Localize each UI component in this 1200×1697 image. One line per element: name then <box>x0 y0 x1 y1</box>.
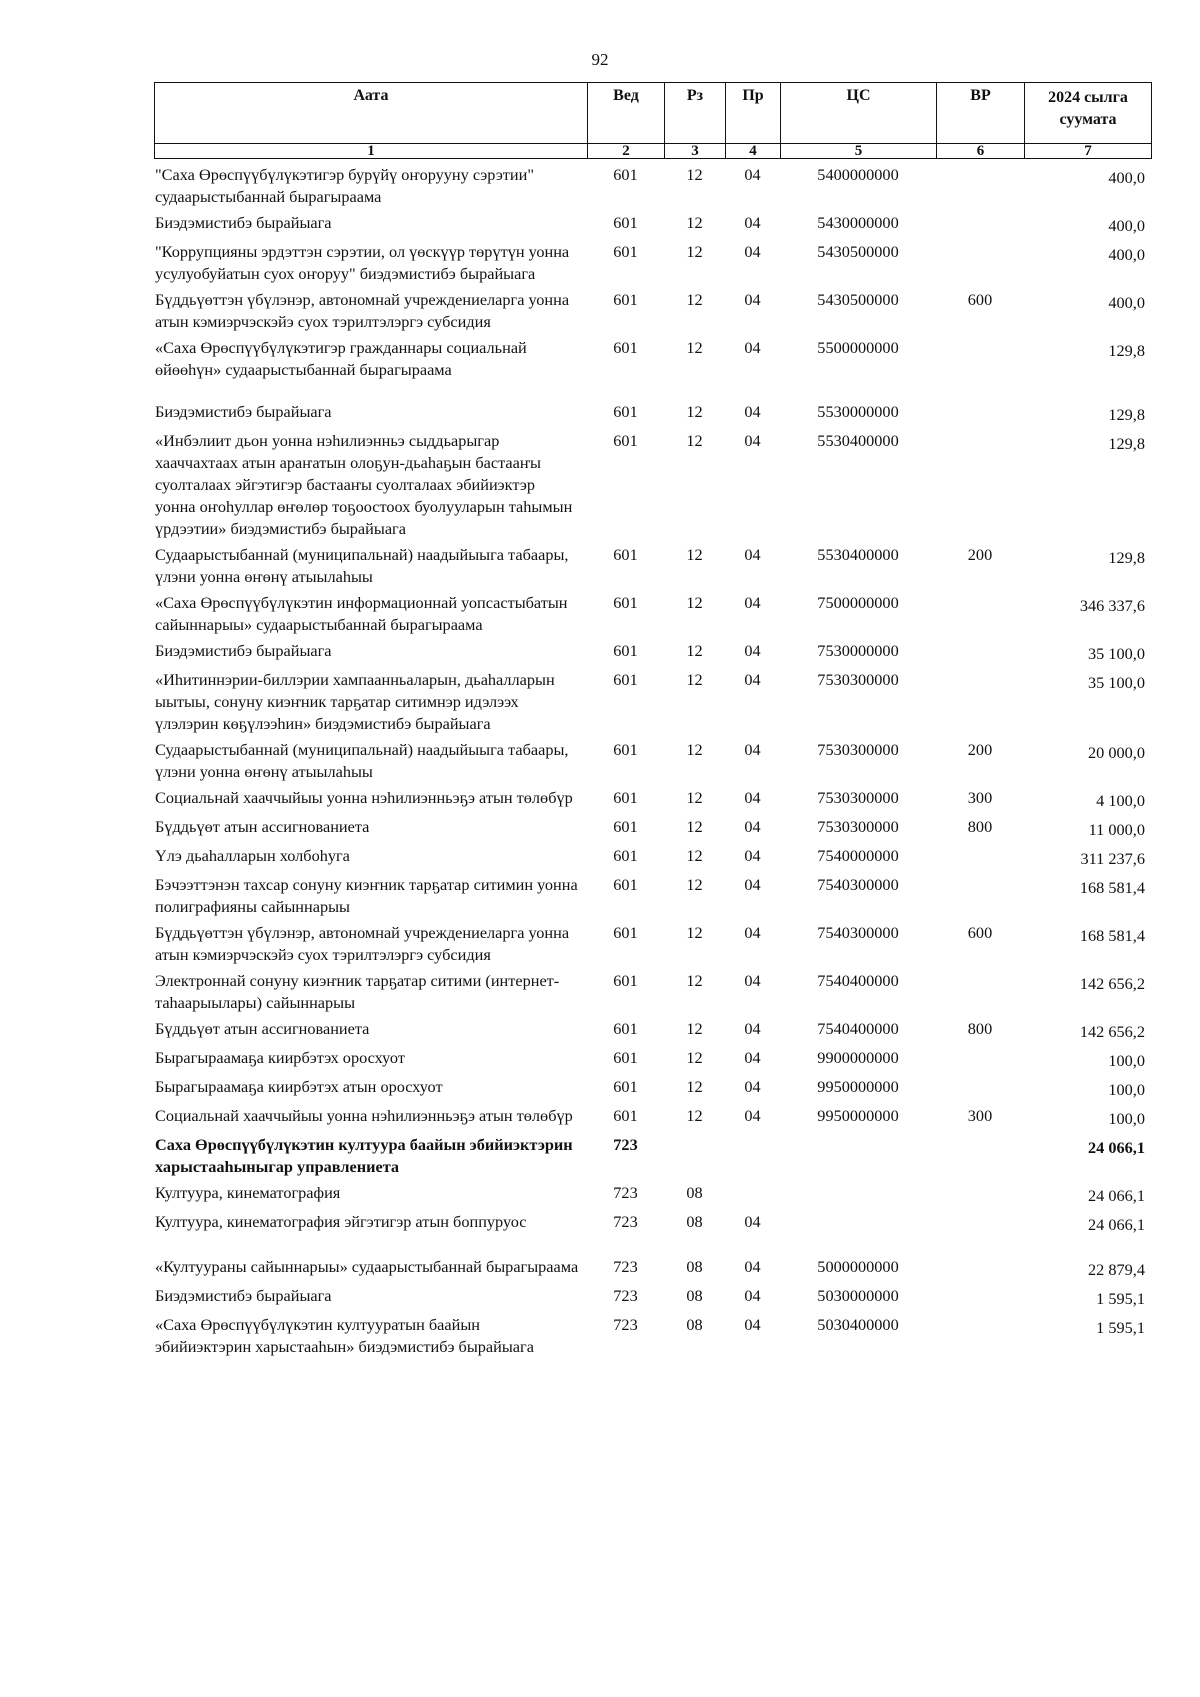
row-ved: 601 <box>613 593 638 612</box>
row-vr <box>936 337 1024 401</box>
header-num: 4 <box>726 144 781 159</box>
row-rz: 12 <box>686 1106 703 1125</box>
row-sum: 35 100,0 <box>1088 673 1145 692</box>
row-pr: 04 <box>744 1257 761 1276</box>
row-ved: 601 <box>613 545 638 564</box>
row-ved: 601 <box>613 1048 638 1067</box>
table-row <box>154 1018 1151 1047</box>
header-num: 5 <box>781 144 937 159</box>
table-row <box>154 845 1151 874</box>
row-sum: 129,8 <box>1108 405 1145 424</box>
row-pr: 04 <box>744 817 761 836</box>
row-vr: 600 <box>967 923 993 942</box>
row-name: «Инбэлиит дьон уонна нэһилиэнньэ сыддьарыгар хааччахтаах атын араҥатын олоҕун-дьаһаҕын бастааҥы суолталаах эйгэтигэр бастааҥы суолталаах эбийиэктэр уонна оҥоһуллар өҥөлөр тоҕоостоох буолууларын таһымын үрдээтии» биэдэмистибэ бырайыага <box>155 431 573 538</box>
row-rz: 12 <box>686 165 703 184</box>
row-vr: 800 <box>967 817 993 836</box>
row-rz: 12 <box>686 670 703 689</box>
row-name: Биэдэмистибэ бырайыага <box>155 213 332 232</box>
table-row <box>154 592 1151 640</box>
row-ved: 601 <box>613 1077 638 1096</box>
row-ved: 601 <box>613 817 638 836</box>
row-rz: 12 <box>686 431 703 450</box>
row-vr: 800 <box>967 1019 993 1038</box>
header-num: 6 <box>937 144 1025 159</box>
row-rz: 12 <box>686 846 703 865</box>
row-ved: 601 <box>613 846 638 865</box>
row-pr: 04 <box>744 545 761 564</box>
row-ved: 601 <box>613 971 638 990</box>
row-rz: 12 <box>686 641 703 660</box>
row-name: Бүддьүөт атын ассигнованиета <box>155 817 370 836</box>
row-sum: 100,0 <box>1108 1109 1145 1128</box>
row-name: «Култуураны сайыннарыы» судаарыстыбаннай бырагыраама <box>155 1257 579 1276</box>
row-pr: 04 <box>744 1077 761 1096</box>
row-sum: 100,0 <box>1108 1051 1145 1070</box>
table-row <box>154 1105 1151 1134</box>
row-pr: 04 <box>744 740 761 759</box>
row-sum: 142 656,2 <box>1079 1022 1145 1041</box>
row-rz: 12 <box>686 740 703 759</box>
row-cs <box>780 1211 936 1256</box>
row-rz: 12 <box>686 213 703 232</box>
row-pr: 04 <box>744 788 761 807</box>
row-rz: 12 <box>686 290 703 309</box>
row-ved: 601 <box>613 740 638 759</box>
budget-table <box>154 164 1151 1362</box>
row-vr <box>936 970 1024 1018</box>
row-sum: 11 000,0 <box>1088 820 1145 839</box>
row-ved: 723 <box>613 1315 638 1334</box>
row-cs: 5530400000 <box>817 545 899 564</box>
table-row <box>154 401 1151 430</box>
row-cs: 5430500000 <box>817 290 899 309</box>
row-cs: 7530300000 <box>817 788 899 807</box>
row-ved: 601 <box>613 1019 638 1038</box>
row-cs: 7540000000 <box>817 846 899 865</box>
row-pr: 04 <box>744 1048 761 1067</box>
table-row <box>154 1256 1151 1285</box>
row-cs: 7540300000 <box>817 875 899 894</box>
row-pr: 04 <box>744 1019 761 1038</box>
row-sum: 168 581,4 <box>1079 878 1145 897</box>
row-rz: 12 <box>686 788 703 807</box>
row-cs: 5400000000 <box>817 165 899 184</box>
row-ved: 601 <box>613 402 638 421</box>
header-num: 7 <box>1025 144 1152 159</box>
row-rz: 12 <box>686 1077 703 1096</box>
table-row <box>154 922 1151 970</box>
row-sum: 142 656,2 <box>1079 974 1145 993</box>
row-pr: 04 <box>744 670 761 689</box>
row-cs: 5530400000 <box>817 431 899 450</box>
row-name: Бүддьүөттэн үбүлэнэр, автономнай учреждениеларга уонна атын кэмиэрчэскэйэ суох тэрилтэлэргэ субсидия <box>155 923 570 964</box>
table-row <box>154 212 1151 241</box>
row-rz: 12 <box>686 875 703 894</box>
row-cs: 5000000000 <box>817 1257 899 1276</box>
row-sum: 311 237,6 <box>1080 849 1145 868</box>
row-ved: 601 <box>613 242 638 261</box>
row-sum: 129,8 <box>1108 341 1145 360</box>
row-sum: 24 066,1 <box>1088 1215 1145 1234</box>
table-row <box>154 544 1151 592</box>
row-name: Бүддьүөттэн үбүлэнэр, автономнай учреждениеларга уонна атын кэмиэрчэскэйэ суох тэрилтэлэргэ субсидия <box>155 290 570 331</box>
row-sum: 400,0 <box>1108 216 1145 235</box>
table-row <box>154 1134 1151 1182</box>
row-rz: 08 <box>686 1183 703 1202</box>
row-pr: 04 <box>744 402 761 421</box>
table-row <box>154 669 1151 739</box>
table-header <box>154 82 1152 159</box>
table-row <box>154 1076 1151 1105</box>
row-name: Социальнай хааччыйыы уонна нэһилиэнньэҕэ атын төлөбүр <box>155 1106 573 1125</box>
row-name: «Саха Өрөспүүбүлүкэтин култууратын баайын эбийиэктэрин харыстааһын» биэдэмистибэ бырайыага <box>155 1315 534 1356</box>
page-number: 92 <box>591 50 609 69</box>
row-ved: 723 <box>613 1257 638 1276</box>
row-rz: 12 <box>686 817 703 836</box>
row-rz: 12 <box>686 923 703 942</box>
row-pr: 04 <box>744 875 761 894</box>
row-cs: 7530300000 <box>817 817 899 836</box>
row-rz: 12 <box>686 971 703 990</box>
row-rz: 12 <box>686 242 703 261</box>
table-row <box>154 739 1151 787</box>
row-rz: 12 <box>686 402 703 421</box>
table-row <box>154 874 1151 922</box>
row-cs: 7500000000 <box>817 593 899 612</box>
row-sum: 129,8 <box>1108 548 1145 567</box>
row-ved: 723 <box>613 1212 638 1231</box>
row-vr: 300 <box>967 788 993 807</box>
row-rz <box>664 1134 725 1182</box>
header-ved: Вед <box>588 83 665 144</box>
row-ved: 601 <box>613 670 638 689</box>
header-cs: ЦС <box>781 83 937 144</box>
row-pr: 04 <box>744 1212 761 1231</box>
row-cs: 5030400000 <box>817 1315 899 1334</box>
row-vr <box>936 241 1024 289</box>
row-cs: 9950000000 <box>817 1077 899 1096</box>
row-vr: 200 <box>967 545 993 564</box>
row-cs: 7530300000 <box>817 670 899 689</box>
row-name: Култуура, кинематография <box>155 1183 341 1202</box>
row-name: Биэдэмистибэ бырайыага <box>155 402 332 421</box>
row-pr: 04 <box>744 593 761 612</box>
header-pr: Пр <box>726 83 781 144</box>
header-num: 1 <box>155 144 588 159</box>
row-sum: 4 100,0 <box>1096 791 1145 810</box>
row-name: "Саха Өрөспүүбүлүкэтигэр бурүйү оҥорууну сэрэтии" судаарыстыбаннай бырагыраама <box>155 165 534 206</box>
row-name: Бүддьүөт атын ассигнованиета <box>155 1019 370 1038</box>
row-rz: 12 <box>686 338 703 357</box>
row-vr <box>936 1182 1024 1211</box>
table-row <box>154 241 1151 289</box>
row-vr <box>936 1256 1024 1285</box>
table-row <box>154 1314 1151 1362</box>
row-pr: 04 <box>744 971 761 990</box>
header-vr: ВР <box>937 83 1025 144</box>
table-row <box>154 289 1151 337</box>
header-num: 3 <box>665 144 726 159</box>
row-pr: 04 <box>744 641 761 660</box>
row-vr <box>936 1134 1024 1182</box>
row-sum: 168 581,4 <box>1079 926 1145 945</box>
row-vr <box>936 430 1024 544</box>
row-ved: 723 <box>613 1183 638 1202</box>
row-sum: 1 595,1 <box>1096 1289 1145 1308</box>
row-sum: 24 066,1 <box>1088 1186 1145 1205</box>
row-pr: 04 <box>744 1106 761 1125</box>
row-vr <box>936 212 1024 241</box>
row-pr: 04 <box>744 1315 761 1334</box>
row-pr <box>725 1182 780 1211</box>
row-name: Судаарыстыбаннай (муниципальнай) наадыйыыга табаары, үлэни уонна өҥөнү атыылаһыы <box>155 740 569 781</box>
row-ved: 601 <box>613 641 638 660</box>
table-row <box>154 164 1151 212</box>
row-pr: 04 <box>744 1286 761 1305</box>
row-name: Үлэ дьаһалларын холбоһуга <box>155 846 350 865</box>
table-row <box>154 970 1151 1018</box>
row-sum: 22 879,4 <box>1088 1260 1145 1279</box>
row-cs <box>780 1182 936 1211</box>
row-vr <box>936 1314 1024 1362</box>
table-row <box>154 337 1151 401</box>
row-sum: 35 100,0 <box>1088 644 1145 663</box>
row-vr: 200 <box>967 740 993 759</box>
row-pr: 04 <box>744 290 761 309</box>
table-row <box>154 787 1151 816</box>
row-name: Бырагыраамаҕа киирбэтэх атын оросхуот <box>155 1077 443 1096</box>
table-row <box>154 640 1151 669</box>
row-vr: 300 <box>967 1106 993 1125</box>
row-rz: 12 <box>686 593 703 612</box>
row-sum: 20 000,0 <box>1088 743 1145 762</box>
row-cs: 7540400000 <box>817 971 899 990</box>
row-pr: 04 <box>744 242 761 261</box>
header-rz: Рз <box>665 83 726 144</box>
table-row <box>154 1047 1151 1076</box>
row-ved: 723 <box>613 1135 638 1154</box>
row-pr: 04 <box>744 338 761 357</box>
table-row <box>154 1285 1151 1314</box>
row-sum: 400,0 <box>1108 168 1145 187</box>
row-pr: 04 <box>744 213 761 232</box>
row-sum: 129,8 <box>1108 434 1145 453</box>
row-vr <box>936 1285 1024 1314</box>
row-vr <box>936 1047 1024 1076</box>
row-rz: 08 <box>686 1257 703 1276</box>
row-pr <box>725 1134 780 1182</box>
row-ved: 601 <box>613 213 638 232</box>
row-cs: 5030000000 <box>817 1286 899 1305</box>
row-sum: 400,0 <box>1108 293 1145 312</box>
row-sum: 346 337,6 <box>1079 596 1145 615</box>
row-pr: 04 <box>744 923 761 942</box>
row-vr <box>936 1076 1024 1105</box>
row-pr: 04 <box>744 431 761 450</box>
row-ved: 601 <box>613 923 638 942</box>
row-name: Бырагыраамаҕа киирбэтэх оросхуот <box>155 1048 405 1067</box>
row-vr <box>936 640 1024 669</box>
row-cs: 9900000000 <box>817 1048 899 1067</box>
row-name: Судаарыстыбаннай (муниципальнай) наадыйыыга табаары, үлэни уонна өҥөнү атыылаһыы <box>155 545 569 586</box>
row-pr: 04 <box>744 846 761 865</box>
row-sum: 1 595,1 <box>1096 1318 1145 1337</box>
row-rz: 12 <box>686 1048 703 1067</box>
row-name: «Иһитиннэрии-биллэрии хампаанньаларын, дьаһалларын ыытыы, сонуну киэҥник тарҕатар ситимнэр идэлээх үлэлэрин көҕүлээһин» биэдэмистибэ бырайыага <box>155 670 555 733</box>
row-cs: 5430500000 <box>817 242 899 261</box>
row-vr <box>936 164 1024 212</box>
table-row <box>154 1182 1151 1211</box>
header-name: Аата <box>155 83 588 144</box>
row-ved: 601 <box>613 165 638 184</box>
row-ved: 601 <box>613 1106 638 1125</box>
row-ved: 601 <box>613 431 638 450</box>
row-name: Биэдэмистибэ бырайыага <box>155 641 332 660</box>
row-sum: 400,0 <box>1108 245 1145 264</box>
row-ved: 723 <box>613 1286 638 1305</box>
row-name: Саха Өрөспүүбүлүкэтин култуура баайын эбийиэктэрин харыстааһыныгар управлениета <box>155 1135 573 1176</box>
row-cs: 5530000000 <box>817 402 899 421</box>
row-ved: 601 <box>613 788 638 807</box>
row-pr: 04 <box>744 165 761 184</box>
row-rz: 12 <box>686 545 703 564</box>
row-name: «Саха Өрөспүүбүлүкэтигэр гражданнары социальнай өйөөһүн» судаарыстыбаннай бырагыраама <box>155 338 527 379</box>
row-rz: 08 <box>686 1286 703 1305</box>
row-cs: 9950000000 <box>817 1106 899 1125</box>
row-vr <box>936 669 1024 739</box>
row-ved: 601 <box>613 875 638 894</box>
table-row <box>154 1211 1151 1256</box>
row-vr <box>936 401 1024 430</box>
table-row <box>154 816 1151 845</box>
row-name: Култуура, кинематография эйгэтигэр атын боппуруос <box>155 1212 527 1231</box>
row-cs: 7540300000 <box>817 923 899 942</box>
row-vr <box>936 1211 1024 1256</box>
row-cs: 5430000000 <box>817 213 899 232</box>
row-name: "Коррупцияны эрдэттэн сэрэтии, ол үөскүүр төрүтүн уонна усулуобуйатын суох оҥоруу" биэдэмистибэ бырайыага <box>155 242 570 283</box>
header-sum: 2024 сылга суумата <box>1025 83 1152 144</box>
row-vr <box>936 845 1024 874</box>
budget-table-body <box>154 164 1151 1362</box>
row-name: «Саха Өрөспүүбүлүкэтин информационнай уопсастыбатын сайыннарыы» судаарыстыбаннай бырагыраама <box>155 593 568 634</box>
row-ved: 601 <box>613 338 638 357</box>
row-name: Социальнай хааччыйыы уонна нэһилиэнньэҕэ атын төлөбүр <box>155 788 573 807</box>
row-rz: 08 <box>686 1212 703 1231</box>
row-name: Биэдэмистибэ бырайыага <box>155 1286 332 1305</box>
row-sum: 24 066,1 <box>1088 1138 1145 1157</box>
row-name: Бэчээттэнэн тахсар сонуну киэҥник тарҕатар ситимин уонна полиграфияны сайыннарыы <box>155 875 578 916</box>
row-cs: 7530300000 <box>817 740 899 759</box>
row-cs: 7540400000 <box>817 1019 899 1038</box>
row-rz: 08 <box>686 1315 703 1334</box>
row-name: Электроннай сонуну киэҥник тарҕатар ситими (интернет-таһаарыылары) сайыннарыы <box>155 971 560 1012</box>
row-sum: 100,0 <box>1108 1080 1145 1099</box>
row-cs <box>780 1134 936 1182</box>
row-vr <box>936 874 1024 922</box>
header-num: 2 <box>588 144 665 159</box>
table-row <box>154 430 1151 544</box>
row-ved: 601 <box>613 290 638 309</box>
row-vr <box>936 592 1024 640</box>
row-cs: 7530000000 <box>817 641 899 660</box>
row-rz: 12 <box>686 1019 703 1038</box>
row-cs: 5500000000 <box>817 338 899 357</box>
row-vr: 600 <box>967 290 993 309</box>
